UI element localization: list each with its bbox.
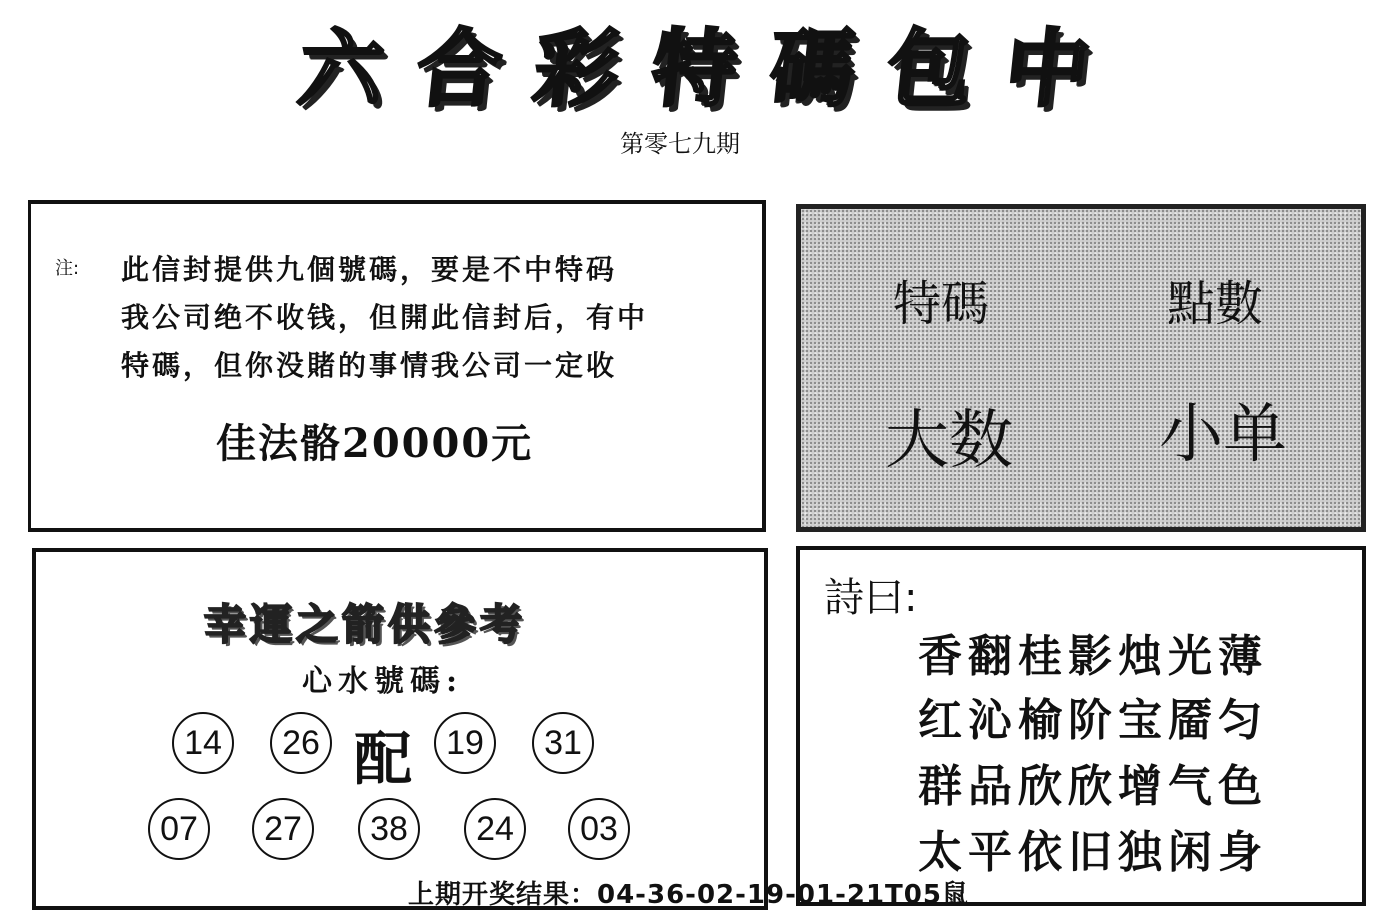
poem-line: 红沁榆阶宝靥匀 <box>918 695 1268 746</box>
title-char: 彩 <box>529 18 624 118</box>
issue-number: 第零七九期 <box>620 130 740 158</box>
lucky-title: 幸運之箭供參考 <box>204 600 527 649</box>
poem-line: 太平依旧独闲身 <box>918 827 1268 878</box>
number-ball: 27 <box>252 798 314 860</box>
poem-line: 群品欣欣增气色 <box>918 761 1268 812</box>
lucky-numbers-box <box>32 548 768 910</box>
title-char: 特 <box>647 18 742 118</box>
pair-character: 配 <box>354 725 413 793</box>
number-ball: 19 <box>434 712 496 774</box>
poem-line: 香翻桂影烛光薄 <box>918 631 1268 682</box>
number-ball: 03 <box>568 798 630 860</box>
page-title <box>294 12 1095 118</box>
number-ball: 24 <box>464 798 526 860</box>
title-char: 包 <box>882 18 977 118</box>
note-line: 此信封提供九個號碼，要是不中特码 <box>121 253 618 286</box>
number-ball: 31 <box>532 712 594 774</box>
points-value: 小单 <box>1159 398 1287 472</box>
number-ball: 38 <box>358 798 420 860</box>
title-char: 中 <box>1000 18 1095 118</box>
lucky-subtitle: 心水號碼: <box>302 664 464 699</box>
reward-text: 佳法骼20000元 <box>216 420 534 467</box>
special-code-box <box>796 204 1366 532</box>
poem-heading: 詩曰: <box>824 575 918 621</box>
special-code-label: 特碼 <box>893 276 990 332</box>
number-ball: 26 <box>270 712 332 774</box>
note-line: 我公司绝不收钱，但開此信封后，有中 <box>121 301 649 334</box>
note-prefix: 注: <box>55 258 80 279</box>
number-ball: 14 <box>172 712 234 774</box>
special-code-value: 大数 <box>885 404 1013 478</box>
points-label: 點數 <box>1167 276 1264 332</box>
last-draw-result: 上期开奖结果：04-36-02-19-01-21T05鼠 <box>408 880 969 910</box>
notice-box <box>28 200 766 532</box>
note-line: 特碼，但你没賭的事情我公司一定收 <box>121 349 618 382</box>
title-char: 碼 <box>764 18 860 118</box>
number-ball: 07 <box>148 798 210 860</box>
title-char: 六 <box>294 18 389 118</box>
poem-box <box>796 546 1366 906</box>
title-char: 合 <box>411 18 507 118</box>
